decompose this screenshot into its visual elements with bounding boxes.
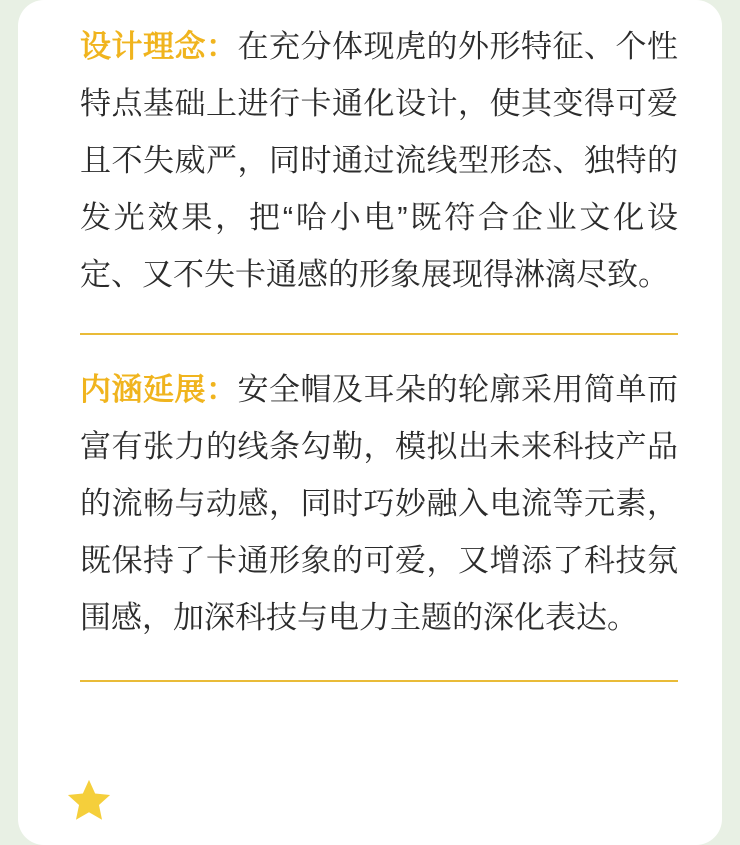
section-meaning-extension	[80, 361, 678, 646]
section-body-meaning-extension: 安全帽及耳朵的轮廓采用简单而富有张力的线条勾勒，模拟出未来科技产品的流畅与动感，同时巧妙融入电流等元素，既保持了卡通形象的可爱，又增添了科技氛围感，加深科技与电力主题的深化表达。	[80, 372, 678, 635]
paragraph-design-concept	[80, 18, 678, 303]
divider-1	[80, 333, 678, 335]
section-body-design-concept: 在充分体现虎的外形特征、个性特点基础上进行卡通化设计，使其变得可爱且不失威严，同时通过流线型形态、独特的发光效果，把“哈小电”既符合企业文化设定、又不失卡通感的形象展现得淋漓尽致。	[80, 29, 678, 292]
paragraph-meaning-extension	[80, 361, 678, 646]
content-card	[18, 0, 722, 845]
bottom-spacer	[80, 682, 678, 712]
card-content	[18, 0, 722, 712]
section-lead-design-concept: 设计理念：	[80, 29, 238, 64]
section-lead-meaning-extension: 内涵延展：	[80, 372, 238, 407]
section-design-concept	[80, 18, 678, 303]
star-icon	[66, 777, 112, 823]
